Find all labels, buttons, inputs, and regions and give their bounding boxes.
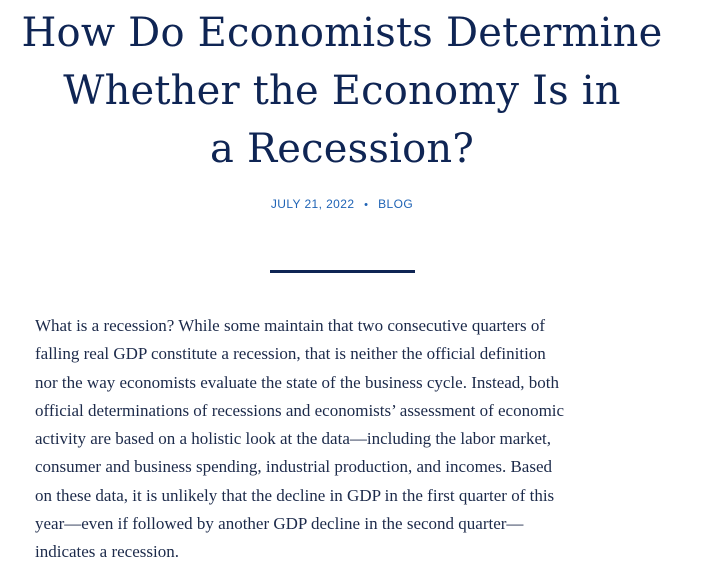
article-date: JULY 21, 2022 — [270, 197, 355, 211]
body-line: nor the way economists evaluate the state of the business cycle. Instead, both — [35, 372, 560, 392]
meta-separator: • — [364, 199, 369, 211]
article-title-line: How Do Economists Determine — [21, 10, 663, 56]
body-line: activity are based on a holistic look at the data—including the labor market, — [35, 429, 551, 449]
body-line: falling real GDP constitute a recession, that is neither the official definition — [35, 344, 546, 364]
body-line: consumer and business spending, industrial production, and incomes. Based — [35, 457, 552, 477]
body-line: year—even if followed by another GDP decline in the second quarter— — [35, 514, 524, 534]
body-line: What is a recession? While some maintain that two consecutive quarters of — [35, 316, 545, 335]
article-meta — [0, 197, 684, 211]
body-line: on these data, it is unlikely that the decline in GDP in the first quarter of this — [35, 485, 555, 505]
title-divider — [270, 270, 415, 273]
article-title-line: a Recession? — [210, 126, 474, 172]
body-line: indicates a recession. — [35, 542, 179, 562]
category-link-blog[interactable]: BLOG — [378, 197, 414, 211]
article-title — [0, 4, 684, 178]
article-title-line: Whether the Economy Is in — [63, 68, 621, 114]
body-line: official determinations of recessions and economists’ assessment of economic — [35, 400, 565, 420]
article-body-paragraph — [35, 312, 655, 567]
